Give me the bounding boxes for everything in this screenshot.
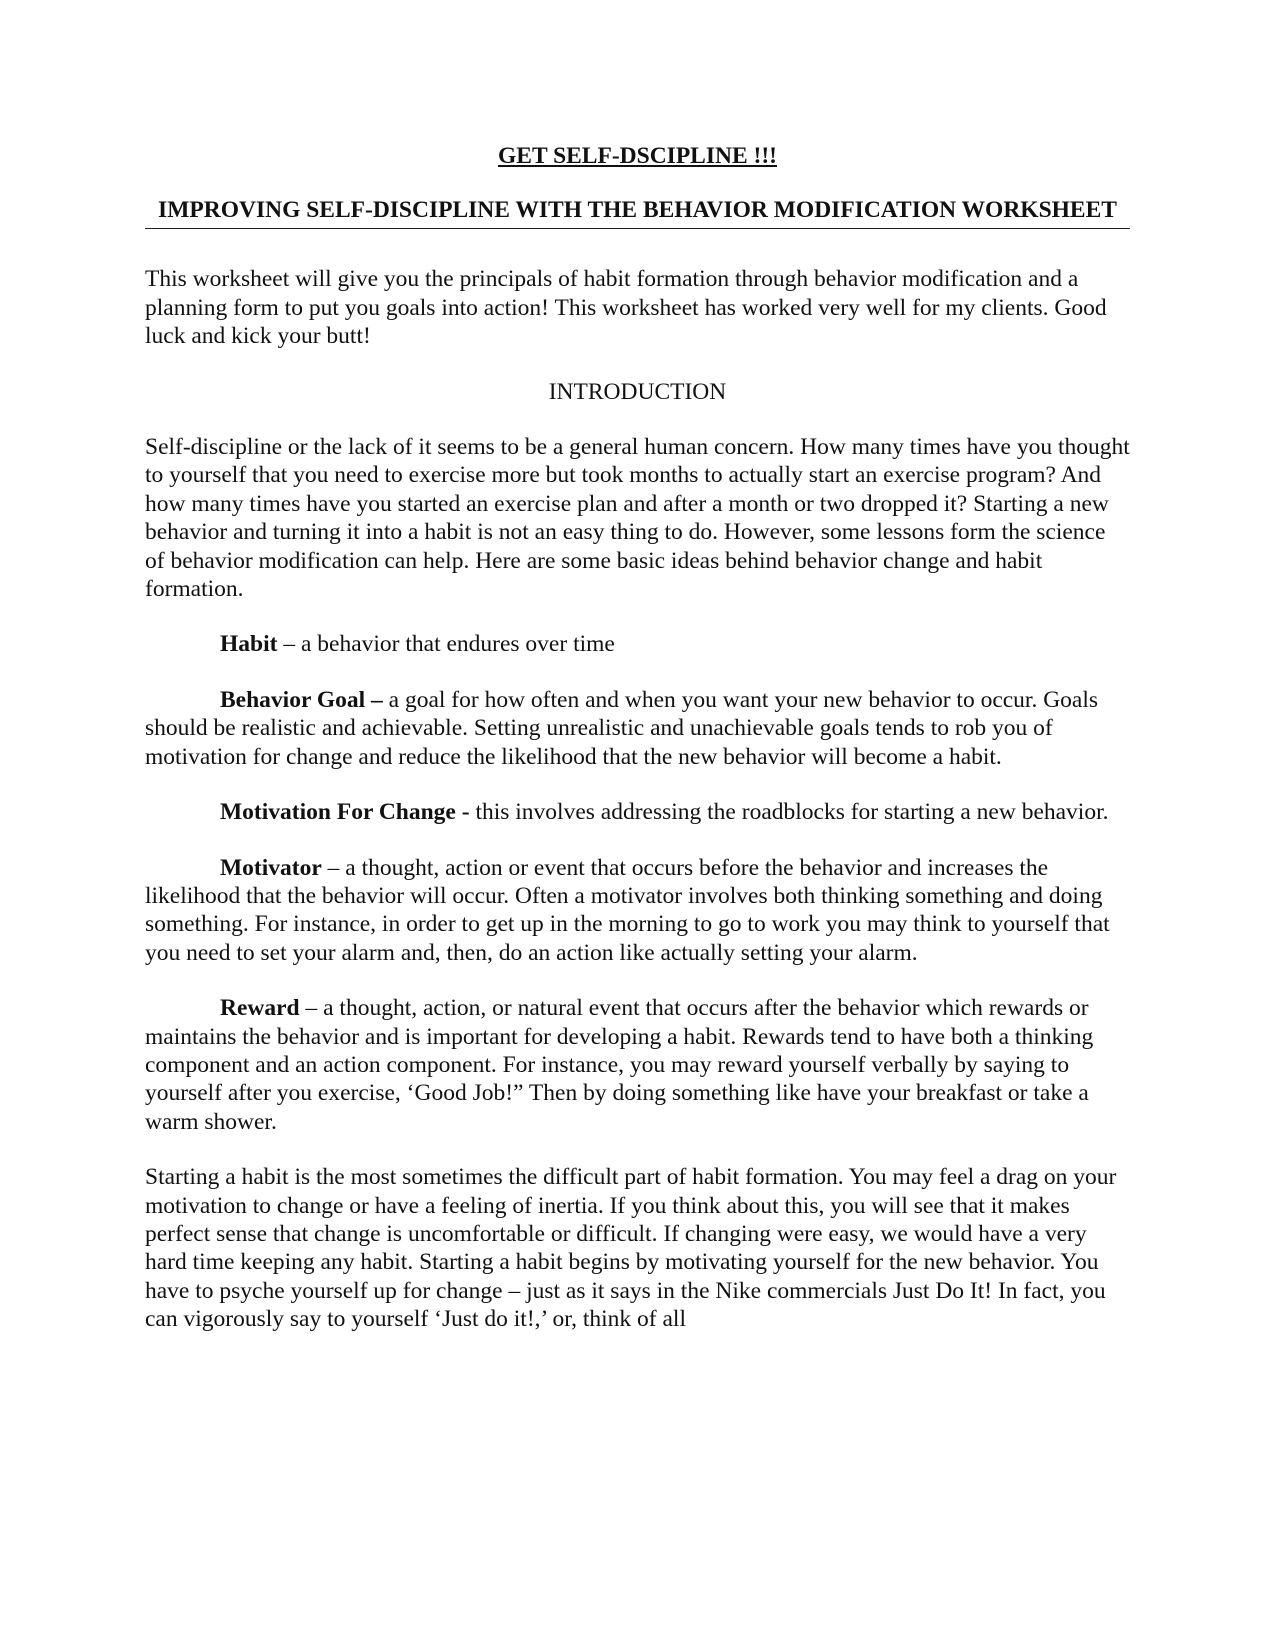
definition-term: Motivator xyxy=(220,854,322,881)
definition-text: a goal for how often and when you want your new behavior to occur. Goals should be realistic and achievable. Setting unrealistic and unachievable goals tends to rob you of motivation for change and reduce the likelihood that the new behavior will become a habit. xyxy=(145,686,1099,770)
definition-term: Reward xyxy=(220,995,300,1022)
definition-motivator xyxy=(145,854,1130,968)
definition-term: Motivation For Change - xyxy=(220,799,470,826)
definition-behavior-goal xyxy=(145,686,1130,771)
definition-motivation-for-change xyxy=(145,798,1130,826)
horizontal-rule xyxy=(145,228,1130,229)
definition-reward xyxy=(145,994,1130,1136)
body-paragraph: Starting a habit is the most sometimes the difficult part of habit formation. You may feel a drag on your motivation to change or have a feeling of inertia. If you think about this, you will see that it makes perfect sense that change is uncomfortable or difficult. If changing were easy, we would have a very hard time keeping any habit. Starting a habit begins by motivating yourself for the new behavior. You have to psyche yourself up for change – just as it says in the Nike commercials Just Do It! In fact, you can vigorously say to yourself ‘Just do it!,’ or, think of all xyxy=(145,1164,1117,1333)
definition-text: – a behavior that endures over time xyxy=(277,631,615,658)
document-subtitle: IMPROVING SELF-DISCIPLINE WITH THE BEHAVIOR MODIFICATION WORKSHEET xyxy=(158,197,1117,224)
definition-text: this involves addressing the roadblocks for starting a new behavior. xyxy=(469,799,1109,826)
definition-text: – a thought, action or event that occurs before the behavior and increases the likelihood that the behavior will occur. Often a motivator involves both thinking something and doing something. For instance, in order to get up in the morning to go to work you may think to yourself that you need to set your alarm and, then, do an action like actually setting your alarm. xyxy=(145,854,1110,966)
definition-term: Habit xyxy=(220,631,278,658)
section-heading-introduction: INTRODUCTION xyxy=(548,378,727,405)
definition-term: Behavior Goal – xyxy=(220,686,383,713)
definition-text: – a thought, action, or natural event that occurs after the behavior which rewards or maintains the behavior and is important for developing a habit. Rewards tend to have both a thinking component and an action component. For instance, you may reward yourself verbally by saying to yourself after you exercise, ‘Good Job!” Then by doing something like have your breakfast or take a warm shower. xyxy=(145,995,1094,1135)
intro-paragraph: This worksheet will give you the principals of habit formation through behavior modification and a planning form to put you goals into action! This worksheet has worked very well for my clients. Good luck and kick your butt! xyxy=(145,266,1107,350)
body-paragraph: Self-discipline or the lack of it seems to be a general human concern. How many times have you thought to yourself that you need to exercise more but took months to actually start an exercise program? And how many times have you started an exercise plan and after a month or two dropped it? Starting a new behavior and turning it into a habit is not an easy thing to do. However, some lessons form the science of behavior modification can help. Here are some basic ideas behind behavior change and habit formation. xyxy=(145,434,1130,603)
document-page xyxy=(145,142,1130,1334)
definition-habit xyxy=(145,630,1130,658)
document-title: GET SELF-DSCIPLINE !!! xyxy=(497,143,777,169)
